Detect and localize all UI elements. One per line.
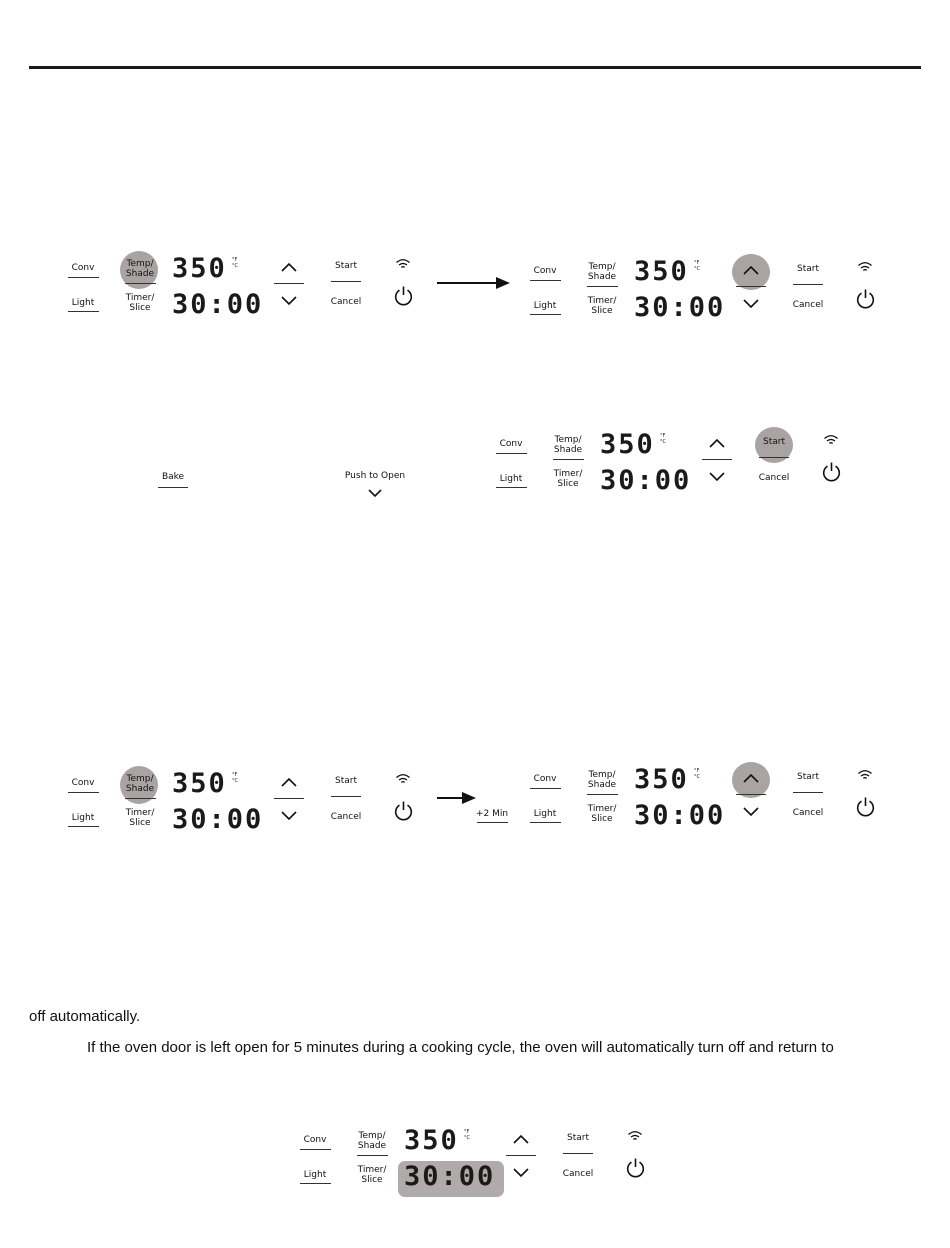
start-underline	[331, 796, 361, 797]
wifi-icon	[395, 773, 411, 785]
temp-shade-underline	[587, 286, 618, 287]
timer-slice-button[interactable]: Timer/ Slice	[587, 804, 617, 824]
cancel-button[interactable]: Cancel	[330, 812, 362, 822]
fahrenheit-unit: °F	[232, 257, 238, 263]
chevron-up-icon[interactable]	[280, 261, 298, 273]
control-panel	[496, 429, 876, 501]
chevron-up-icon[interactable]	[742, 264, 760, 276]
conv-underline	[68, 277, 99, 278]
fahrenheit-unit: °F	[232, 772, 238, 778]
conv-button[interactable]: Conv	[533, 266, 557, 276]
light-button[interactable]: Light	[533, 301, 557, 311]
arrow-right-icon	[436, 276, 512, 290]
power-icon[interactable]	[393, 800, 414, 821]
power-icon[interactable]	[625, 1157, 646, 1178]
fahrenheit-unit: °F	[694, 768, 700, 774]
cancel-button[interactable]: Cancel	[792, 808, 824, 818]
timer-slice-button[interactable]: Timer/ Slice	[125, 293, 155, 313]
arrow-divider	[702, 459, 732, 460]
control-panel	[68, 253, 448, 325]
chevron-down-icon[interactable]	[742, 806, 760, 818]
arrow-divider	[274, 798, 304, 799]
start-button[interactable]: Start	[763, 437, 785, 447]
timer-slice-button[interactable]: Timer/ Slice	[587, 296, 617, 316]
chevron-down-icon	[367, 488, 383, 498]
arrow-divider	[506, 1155, 536, 1156]
chevron-down-icon[interactable]	[512, 1167, 530, 1179]
plus-two-min-button[interactable]: +2 Min	[475, 809, 509, 819]
cancel-button[interactable]: Cancel	[562, 1169, 594, 1179]
light-button[interactable]: Light	[303, 1170, 327, 1180]
fahrenheit-unit: °F	[464, 1129, 470, 1135]
start-button[interactable]: Start	[335, 776, 357, 786]
conv-underline	[68, 792, 99, 793]
temperature-display: 350	[634, 764, 689, 795]
power-icon[interactable]	[821, 461, 842, 482]
control-panel	[530, 764, 910, 836]
temp-shade-underline	[125, 283, 156, 284]
temperature-display: 350	[404, 1125, 459, 1156]
light-button[interactable]: Light	[499, 474, 523, 484]
light-underline	[496, 487, 527, 488]
wifi-icon	[857, 261, 873, 273]
start-button[interactable]: Start	[335, 261, 357, 271]
arrow-right-icon	[436, 791, 478, 805]
temp-shade-button[interactable]: Temp/ Shade	[587, 262, 617, 282]
timer-slice-button[interactable]: Timer/ Slice	[553, 469, 583, 489]
temperature-display: 350	[172, 768, 227, 799]
start-underline	[793, 792, 823, 793]
temp-shade-button[interactable]: Temp/ Shade	[125, 259, 155, 279]
light-underline	[530, 314, 561, 315]
conv-underline	[300, 1149, 331, 1150]
start-underline	[331, 281, 361, 282]
temp-shade-underline	[357, 1155, 388, 1156]
bake-button[interactable]: Bake	[161, 472, 185, 482]
timer-display: 30:00	[634, 292, 726, 323]
power-icon[interactable]	[393, 285, 414, 306]
control-panel	[300, 1125, 680, 1197]
timer-display: 30:00	[600, 465, 692, 496]
light-button[interactable]: Light	[71, 813, 95, 823]
cancel-button[interactable]: Cancel	[330, 297, 362, 307]
chevron-up-icon[interactable]	[742, 772, 760, 784]
wifi-icon	[823, 434, 839, 446]
conv-button[interactable]: Conv	[303, 1135, 327, 1145]
celsius-unit: °C	[694, 266, 700, 272]
temp-shade-button[interactable]: Temp/ Shade	[587, 770, 617, 790]
push-to-open-label: Push to Open	[344, 471, 406, 481]
plus-two-min-underline	[477, 822, 508, 823]
conv-underline	[530, 280, 561, 281]
instruction-text: If the oven door is left open for 5 minutes during a cooking cycle, the oven will automatically turn off and return to	[87, 1039, 834, 1056]
cancel-button[interactable]: Cancel	[758, 473, 790, 483]
chevron-down-icon[interactable]	[742, 298, 760, 310]
arrow-divider	[274, 283, 304, 284]
timer-display: 30:00	[404, 1161, 496, 1192]
temperature-display: 350	[172, 253, 227, 284]
timer-slice-button[interactable]: Timer/ Slice	[125, 808, 155, 828]
top-rule	[29, 66, 921, 69]
chevron-down-icon[interactable]	[280, 295, 298, 307]
start-button[interactable]: Start	[797, 772, 819, 782]
instruction-text-continued: off automatically.	[29, 1008, 141, 1025]
light-underline	[68, 311, 99, 312]
light-button[interactable]: Light	[533, 809, 557, 819]
light-underline	[300, 1183, 331, 1184]
temp-shade-underline	[587, 794, 618, 795]
power-icon[interactable]	[855, 796, 876, 817]
temp-shade-button[interactable]: Temp/ Shade	[357, 1131, 387, 1151]
celsius-unit: °C	[232, 778, 238, 784]
timer-display: 30:00	[172, 289, 264, 320]
light-underline	[68, 826, 99, 827]
chevron-down-icon[interactable]	[708, 471, 726, 483]
light-button[interactable]: Light	[71, 298, 95, 308]
cancel-button[interactable]: Cancel	[792, 300, 824, 310]
conv-button[interactable]: Conv	[499, 439, 523, 449]
chevron-up-icon[interactable]	[280, 776, 298, 788]
power-icon[interactable]	[855, 288, 876, 309]
arrow-divider	[736, 286, 766, 287]
start-underline	[759, 457, 789, 458]
temp-shade-button[interactable]: Temp/ Shade	[125, 774, 155, 794]
temp-shade-button[interactable]: Temp/ Shade	[553, 435, 583, 455]
chevron-up-icon[interactable]	[512, 1133, 530, 1145]
timer-slice-button[interactable]: Timer/ Slice	[357, 1165, 387, 1185]
celsius-unit: °C	[464, 1135, 470, 1141]
chevron-down-icon[interactable]	[280, 810, 298, 822]
conv-button[interactable]: Conv	[71, 778, 95, 788]
celsius-unit: °C	[694, 774, 700, 780]
temp-shade-underline	[553, 459, 584, 460]
control-panel	[530, 256, 910, 328]
timer-display: 30:00	[634, 800, 726, 831]
temperature-display: 350	[600, 429, 655, 460]
fahrenheit-unit: °F	[694, 260, 700, 266]
arrow-divider	[736, 794, 766, 795]
wifi-icon	[395, 258, 411, 270]
chevron-up-icon[interactable]	[708, 437, 726, 449]
control-panel	[68, 768, 448, 840]
temperature-display: 350	[634, 256, 689, 287]
wifi-icon	[627, 1130, 643, 1142]
conv-underline	[496, 453, 527, 454]
celsius-unit: °C	[232, 263, 238, 269]
temp-shade-underline	[125, 798, 156, 799]
start-button[interactable]: Start	[797, 264, 819, 274]
celsius-unit: °C	[660, 439, 666, 445]
wifi-icon	[857, 769, 873, 781]
light-underline	[530, 822, 561, 823]
conv-button[interactable]: Conv	[71, 263, 95, 273]
start-button[interactable]: Start	[567, 1133, 589, 1143]
conv-button[interactable]: Conv	[533, 774, 557, 784]
conv-underline	[530, 788, 561, 789]
bake-underline	[158, 487, 188, 488]
start-underline	[563, 1153, 593, 1154]
start-underline	[793, 284, 823, 285]
timer-display: 30:00	[172, 804, 264, 835]
fahrenheit-unit: °F	[660, 433, 666, 439]
